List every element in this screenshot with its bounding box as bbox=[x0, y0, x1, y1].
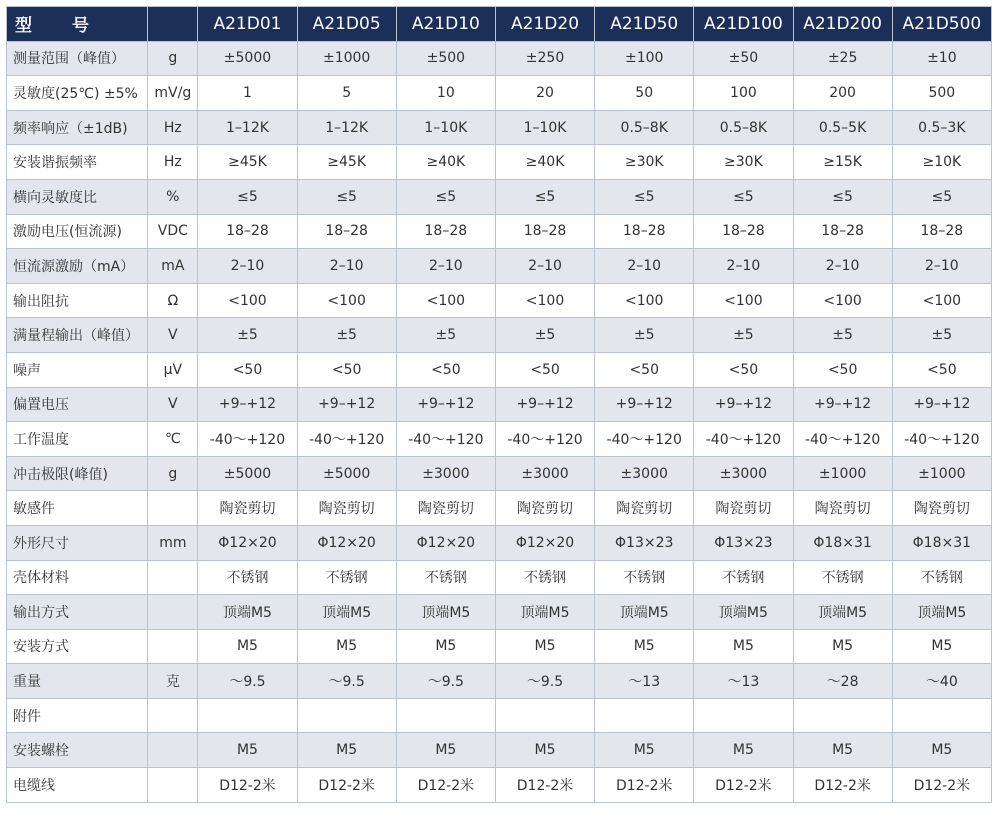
param-name-cell: 满量程输出（峰值） bbox=[7, 318, 148, 353]
value-cell: 5 bbox=[297, 76, 396, 111]
value-cell: ～28 bbox=[793, 664, 892, 699]
value-cell: 顶端M5 bbox=[694, 595, 793, 630]
value-cell: ±3000 bbox=[694, 456, 793, 491]
value-cell: 18–28 bbox=[297, 214, 396, 249]
table-row bbox=[7, 145, 992, 180]
table-row bbox=[7, 249, 992, 284]
param-name-cell: 重量 bbox=[7, 664, 148, 699]
value-cell: <100 bbox=[297, 283, 396, 318]
value-cell: M5 bbox=[694, 629, 793, 664]
value-cell: ～40 bbox=[892, 664, 991, 699]
unit-cell: % bbox=[148, 179, 198, 214]
value-cell: 0.5–5K bbox=[793, 110, 892, 145]
value-cell: Φ12×20 bbox=[495, 525, 594, 560]
value-cell: -40～+120 bbox=[892, 422, 991, 457]
value-cell: <50 bbox=[198, 352, 297, 387]
value-cell: <100 bbox=[396, 283, 495, 318]
value-cell: ±1000 bbox=[793, 456, 892, 491]
value-cell: ≥40K bbox=[396, 145, 495, 180]
param-name-cell: 灵敏度(25℃) ±5% bbox=[7, 76, 148, 111]
value-cell: M5 bbox=[694, 733, 793, 768]
table-row bbox=[7, 456, 992, 491]
value-cell: ≤5 bbox=[892, 179, 991, 214]
param-name-cell: 附件 bbox=[7, 698, 148, 733]
value-cell: ±5000 bbox=[198, 456, 297, 491]
unit-cell bbox=[148, 560, 198, 595]
value-cell: D12-2米 bbox=[297, 768, 396, 803]
value-cell: 18–28 bbox=[892, 214, 991, 249]
value-cell: ≤5 bbox=[694, 179, 793, 214]
param-name-cell: 输出方式 bbox=[7, 595, 148, 630]
param-name-cell: 电缆线 bbox=[7, 768, 148, 803]
value-cell: M5 bbox=[595, 629, 694, 664]
value-cell: M5 bbox=[396, 629, 495, 664]
value-cell: 0.5–8K bbox=[694, 110, 793, 145]
unit-cell: g bbox=[148, 456, 198, 491]
value-cell: 顶端M5 bbox=[793, 595, 892, 630]
value-cell: ±1000 bbox=[297, 41, 396, 76]
value-cell: ±500 bbox=[396, 41, 495, 76]
value-cell: +9–+12 bbox=[694, 387, 793, 422]
unit-cell: Hz bbox=[148, 145, 198, 180]
param-name-cell: 安装谐振频率 bbox=[7, 145, 148, 180]
value-cell: 陶瓷剪切 bbox=[595, 491, 694, 526]
table-row bbox=[7, 768, 992, 803]
value-cell: 1–12K bbox=[198, 110, 297, 145]
param-name-cell: 外形尺寸 bbox=[7, 525, 148, 560]
value-cell: ±1000 bbox=[892, 456, 991, 491]
value-cell: ±50 bbox=[694, 41, 793, 76]
table-row bbox=[7, 422, 992, 457]
value-cell: 陶瓷剪切 bbox=[396, 491, 495, 526]
unit-cell: ℃ bbox=[148, 422, 198, 457]
value-cell: 2–10 bbox=[694, 249, 793, 284]
value-cell bbox=[297, 698, 396, 733]
unit-cell bbox=[148, 629, 198, 664]
value-cell: ≥15K bbox=[793, 145, 892, 180]
model-header: A21D10 bbox=[396, 7, 495, 42]
unit-cell: Hz bbox=[148, 110, 198, 145]
param-name-cell: 偏置电压 bbox=[7, 387, 148, 422]
value-cell: 不锈钢 bbox=[198, 560, 297, 595]
value-cell: ±5 bbox=[793, 318, 892, 353]
value-cell: ～9.5 bbox=[495, 664, 594, 699]
value-cell: ≥10K bbox=[892, 145, 991, 180]
unit-cell: g bbox=[148, 41, 198, 76]
param-name-cell: 输出阻抗 bbox=[7, 283, 148, 318]
value-cell: ±5 bbox=[892, 318, 991, 353]
value-cell: ±25 bbox=[793, 41, 892, 76]
value-cell: ±250 bbox=[495, 41, 594, 76]
value-cell: ≤5 bbox=[396, 179, 495, 214]
param-name-cell: 敏感件 bbox=[7, 491, 148, 526]
value-cell: 陶瓷剪切 bbox=[198, 491, 297, 526]
unit-cell bbox=[148, 491, 198, 526]
param-name-cell: 壳体材料 bbox=[7, 560, 148, 595]
value-cell: 18–28 bbox=[595, 214, 694, 249]
unit-cell: mm bbox=[148, 525, 198, 560]
value-cell: M5 bbox=[495, 629, 594, 664]
value-cell: 200 bbox=[793, 76, 892, 111]
value-cell: ～13 bbox=[595, 664, 694, 699]
value-cell bbox=[793, 698, 892, 733]
value-cell: ±3000 bbox=[396, 456, 495, 491]
value-cell: 1–10K bbox=[495, 110, 594, 145]
param-name-cell: 安装螺栓 bbox=[7, 733, 148, 768]
value-cell bbox=[495, 698, 594, 733]
value-cell: <50 bbox=[595, 352, 694, 387]
value-cell: -40～+120 bbox=[694, 422, 793, 457]
value-cell: +9–+12 bbox=[396, 387, 495, 422]
value-cell: +9–+12 bbox=[892, 387, 991, 422]
unit-cell: μV bbox=[148, 352, 198, 387]
value-cell: ≤5 bbox=[198, 179, 297, 214]
value-cell: M5 bbox=[198, 629, 297, 664]
value-cell: 不锈钢 bbox=[495, 560, 594, 595]
value-cell: <100 bbox=[892, 283, 991, 318]
model-header: A21D20 bbox=[495, 7, 594, 42]
param-name-cell: 工作温度 bbox=[7, 422, 148, 457]
value-cell: M5 bbox=[793, 733, 892, 768]
value-cell: 18–28 bbox=[694, 214, 793, 249]
value-cell: 顶端M5 bbox=[595, 595, 694, 630]
value-cell: +9–+12 bbox=[198, 387, 297, 422]
value-cell: 2–10 bbox=[495, 249, 594, 284]
value-cell: 陶瓷剪切 bbox=[892, 491, 991, 526]
value-cell: 2–10 bbox=[892, 249, 991, 284]
value-cell: ≤5 bbox=[793, 179, 892, 214]
param-name-cell: 测量范围（峰值） bbox=[7, 41, 148, 76]
value-cell: 18–28 bbox=[793, 214, 892, 249]
unit-cell: 克 bbox=[148, 664, 198, 699]
value-cell: 10 bbox=[396, 76, 495, 111]
value-cell: 不锈钢 bbox=[793, 560, 892, 595]
value-cell: D12-2米 bbox=[892, 768, 991, 803]
table-row bbox=[7, 110, 992, 145]
value-cell: 2–10 bbox=[297, 249, 396, 284]
model-label-header: 型 号 bbox=[7, 7, 148, 42]
unit-cell bbox=[148, 698, 198, 733]
value-cell: Φ12×20 bbox=[396, 525, 495, 560]
value-cell: ±5000 bbox=[198, 41, 297, 76]
model-header: A21D05 bbox=[297, 7, 396, 42]
unit-cell bbox=[148, 595, 198, 630]
value-cell: 2–10 bbox=[793, 249, 892, 284]
unit-header bbox=[148, 7, 198, 42]
value-cell: M5 bbox=[495, 733, 594, 768]
value-cell: D12-2米 bbox=[793, 768, 892, 803]
value-cell: ≥30K bbox=[595, 145, 694, 180]
value-cell: ±5 bbox=[694, 318, 793, 353]
value-cell: 2–10 bbox=[595, 249, 694, 284]
table-row bbox=[7, 76, 992, 111]
param-name-cell: 激励电压(恒流源) bbox=[7, 214, 148, 249]
value-cell: +9–+12 bbox=[297, 387, 396, 422]
value-cell: +9–+12 bbox=[495, 387, 594, 422]
value-cell: <100 bbox=[793, 283, 892, 318]
value-cell bbox=[396, 698, 495, 733]
value-cell: Φ12×20 bbox=[198, 525, 297, 560]
value-cell: 0.5–8K bbox=[595, 110, 694, 145]
table-row bbox=[7, 664, 992, 699]
table-row bbox=[7, 214, 992, 249]
table-row bbox=[7, 283, 992, 318]
value-cell: -40～+120 bbox=[297, 422, 396, 457]
value-cell: D12-2米 bbox=[495, 768, 594, 803]
value-cell: 18–28 bbox=[495, 214, 594, 249]
value-cell: -40～+120 bbox=[495, 422, 594, 457]
param-name-cell: 横向灵敏度比 bbox=[7, 179, 148, 214]
value-cell: D12-2米 bbox=[198, 768, 297, 803]
value-cell: <100 bbox=[495, 283, 594, 318]
value-cell: <50 bbox=[892, 352, 991, 387]
value-cell: -40～+120 bbox=[595, 422, 694, 457]
table-row bbox=[7, 179, 992, 214]
value-cell: 2–10 bbox=[396, 249, 495, 284]
table-row bbox=[7, 387, 992, 422]
value-cell: Φ18×31 bbox=[793, 525, 892, 560]
value-cell: ±5 bbox=[495, 318, 594, 353]
value-cell: M5 bbox=[297, 629, 396, 664]
value-cell: ～9.5 bbox=[396, 664, 495, 699]
value-cell: M5 bbox=[396, 733, 495, 768]
value-cell: <100 bbox=[595, 283, 694, 318]
value-cell: ≤5 bbox=[495, 179, 594, 214]
model-header: A21D100 bbox=[694, 7, 793, 42]
value-cell: Φ18×31 bbox=[892, 525, 991, 560]
value-cell: ≤5 bbox=[595, 179, 694, 214]
value-cell: <50 bbox=[297, 352, 396, 387]
value-cell: +9–+12 bbox=[595, 387, 694, 422]
table-row bbox=[7, 733, 992, 768]
value-cell: 不锈钢 bbox=[595, 560, 694, 595]
value-cell: Φ13×23 bbox=[694, 525, 793, 560]
table-row bbox=[7, 352, 992, 387]
value-cell: 100 bbox=[694, 76, 793, 111]
value-cell: ～13 bbox=[694, 664, 793, 699]
param-name-cell: 频率响应（±1dB) bbox=[7, 110, 148, 145]
value-cell: M5 bbox=[892, 733, 991, 768]
value-cell: 不锈钢 bbox=[892, 560, 991, 595]
value-cell: ≥45K bbox=[297, 145, 396, 180]
table-row bbox=[7, 595, 992, 630]
value-cell: Φ12×20 bbox=[297, 525, 396, 560]
header-row bbox=[7, 7, 992, 42]
value-cell: 顶端M5 bbox=[396, 595, 495, 630]
value-cell: -40～+120 bbox=[198, 422, 297, 457]
table-row bbox=[7, 318, 992, 353]
value-cell: 不锈钢 bbox=[694, 560, 793, 595]
value-cell: 0.5–3K bbox=[892, 110, 991, 145]
model-header: A21D500 bbox=[892, 7, 991, 42]
value-cell: D12-2米 bbox=[396, 768, 495, 803]
value-cell: <50 bbox=[793, 352, 892, 387]
value-cell: ±10 bbox=[892, 41, 991, 76]
value-cell: ～9.5 bbox=[297, 664, 396, 699]
spec-table bbox=[6, 6, 992, 803]
value-cell: 陶瓷剪切 bbox=[793, 491, 892, 526]
value-cell bbox=[694, 698, 793, 733]
value-cell: D12-2米 bbox=[694, 768, 793, 803]
value-cell: ≥30K bbox=[694, 145, 793, 180]
unit-cell: mA bbox=[148, 249, 198, 284]
table-row bbox=[7, 560, 992, 595]
value-cell: M5 bbox=[892, 629, 991, 664]
param-name-cell: 冲击极限(峰值) bbox=[7, 456, 148, 491]
value-cell: 1–12K bbox=[297, 110, 396, 145]
value-cell: ±3000 bbox=[495, 456, 594, 491]
value-cell: 1–10K bbox=[396, 110, 495, 145]
value-cell: M5 bbox=[793, 629, 892, 664]
param-name-cell: 恒流源激励（mA） bbox=[7, 249, 148, 284]
value-cell: M5 bbox=[297, 733, 396, 768]
value-cell: M5 bbox=[198, 733, 297, 768]
value-cell: 顶端M5 bbox=[198, 595, 297, 630]
value-cell: 陶瓷剪切 bbox=[297, 491, 396, 526]
value-cell: ±100 bbox=[595, 41, 694, 76]
value-cell: 顶端M5 bbox=[297, 595, 396, 630]
model-header: A21D200 bbox=[793, 7, 892, 42]
value-cell: 18–28 bbox=[198, 214, 297, 249]
value-cell: ±5 bbox=[396, 318, 495, 353]
value-cell: 陶瓷剪切 bbox=[694, 491, 793, 526]
value-cell: ±3000 bbox=[595, 456, 694, 491]
value-cell: 1 bbox=[198, 76, 297, 111]
model-header: A21D01 bbox=[198, 7, 297, 42]
value-cell: 50 bbox=[595, 76, 694, 111]
param-name-cell: 噪声 bbox=[7, 352, 148, 387]
value-cell: 顶端M5 bbox=[495, 595, 594, 630]
param-name-cell: 安装方式 bbox=[7, 629, 148, 664]
value-cell: <50 bbox=[495, 352, 594, 387]
value-cell: ±5 bbox=[297, 318, 396, 353]
value-cell: +9–+12 bbox=[793, 387, 892, 422]
value-cell: <100 bbox=[694, 283, 793, 318]
value-cell: ±5000 bbox=[297, 456, 396, 491]
value-cell: 500 bbox=[892, 76, 991, 111]
value-cell: ±5 bbox=[198, 318, 297, 353]
value-cell: <100 bbox=[198, 283, 297, 318]
value-cell: Φ13×23 bbox=[595, 525, 694, 560]
unit-cell bbox=[148, 768, 198, 803]
table-row bbox=[7, 698, 992, 733]
value-cell bbox=[198, 698, 297, 733]
value-cell: 2–10 bbox=[198, 249, 297, 284]
value-cell: D12-2米 bbox=[595, 768, 694, 803]
table-row bbox=[7, 41, 992, 76]
value-cell: ～9.5 bbox=[198, 664, 297, 699]
value-cell: -40～+120 bbox=[793, 422, 892, 457]
value-cell: 陶瓷剪切 bbox=[495, 491, 594, 526]
value-cell: ≥40K bbox=[495, 145, 594, 180]
table-row bbox=[7, 629, 992, 664]
model-header: A21D50 bbox=[595, 7, 694, 42]
unit-cell: mV/g bbox=[148, 76, 198, 111]
value-cell: 20 bbox=[495, 76, 594, 111]
value-cell: <50 bbox=[694, 352, 793, 387]
value-cell: 不锈钢 bbox=[297, 560, 396, 595]
unit-cell: V bbox=[148, 318, 198, 353]
value-cell: ≥45K bbox=[198, 145, 297, 180]
value-cell: -40～+120 bbox=[396, 422, 495, 457]
unit-cell: VDC bbox=[148, 214, 198, 249]
unit-cell: V bbox=[148, 387, 198, 422]
value-cell: 顶端M5 bbox=[892, 595, 991, 630]
value-cell: M5 bbox=[595, 733, 694, 768]
value-cell: ±5 bbox=[595, 318, 694, 353]
value-cell: 不锈钢 bbox=[396, 560, 495, 595]
value-cell bbox=[892, 698, 991, 733]
table-row bbox=[7, 491, 992, 526]
unit-cell bbox=[148, 733, 198, 768]
value-cell: 18–28 bbox=[396, 214, 495, 249]
value-cell bbox=[595, 698, 694, 733]
unit-cell: Ω bbox=[148, 283, 198, 318]
table-row bbox=[7, 525, 992, 560]
value-cell: ≤5 bbox=[297, 179, 396, 214]
spec-table-body bbox=[7, 41, 992, 802]
value-cell: <50 bbox=[396, 352, 495, 387]
